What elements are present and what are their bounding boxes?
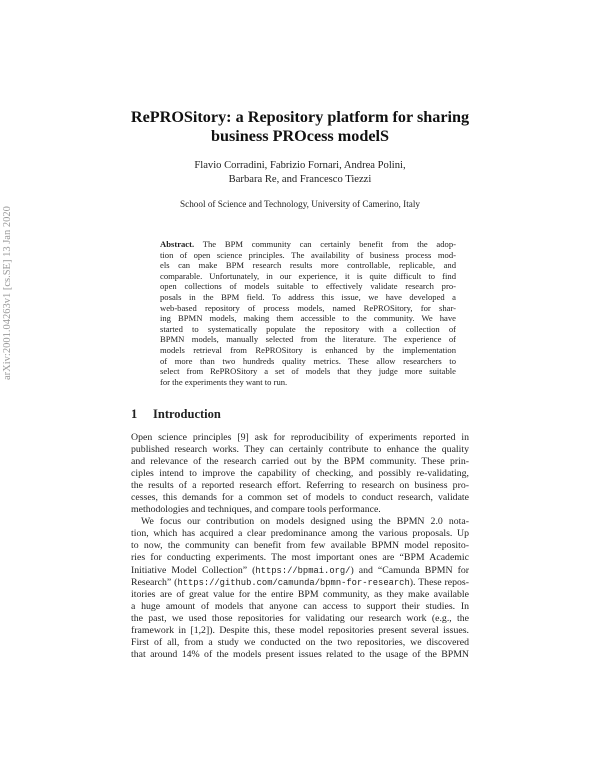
camunda-url: https://github.com/camunda/bpmn-for-research bbox=[177, 577, 410, 588]
body-text-fragment: Research” ( bbox=[131, 576, 178, 588]
body-line: published research works. They can certainly contribute to enhance the quality bbox=[131, 444, 469, 456]
abstract-line: models retrieval from RePROSitory is enhanced by the implementation bbox=[160, 344, 456, 355]
abstract-line: tion of open science principles. The availability of business process mod- bbox=[160, 249, 456, 260]
body-text-fragment: Initiative Model Collection” ( bbox=[131, 564, 256, 576]
abstract-line: open collections of models suitable to effectively validate research pro- bbox=[160, 281, 456, 292]
body-text bbox=[131, 432, 469, 661]
abstract-line: for the experiments they want to run. bbox=[160, 376, 288, 387]
arxiv-identifier-stamp: arXiv:2001.04263v1 [cs.SE] 13 Jan 2020 bbox=[2, 206, 13, 380]
body-text-fragment: ) and “Camunda BPMN for bbox=[350, 564, 470, 576]
body-line: ries for conducting experiments. The most important ones are “BPM Academic bbox=[131, 552, 469, 564]
abstract-line: The BPM community can certainly benefit from the adop- bbox=[202, 239, 456, 249]
body-line: to now, the community can benefit from few available BPMN model reposito- bbox=[131, 540, 469, 552]
paper-title-line-2: business PROcess modelS bbox=[210, 127, 390, 145]
body-line: framework in [1,2]). Despite this, these model repositories present several issues. bbox=[131, 624, 469, 636]
body-line: that around 14% of the models present issues related to the usage of the BPMN bbox=[131, 648, 469, 660]
section-number: 1 bbox=[131, 407, 138, 421]
abstract-line: posals in the BPM field. To address this issue, we have developed a bbox=[160, 291, 456, 302]
bpmai-url: https://bpmai.org/ bbox=[255, 565, 351, 576]
abstract-line: els can make BPM research results more controllable, replicable, and bbox=[160, 260, 456, 271]
body-line: and relevance of the research carried out by the BPM community. These prin- bbox=[131, 456, 469, 468]
section-heading bbox=[131, 407, 221, 422]
author-line-1: Flavio Corradini, Fabrizio Fornari, Andrea Polini, bbox=[194, 160, 406, 171]
body-line bbox=[131, 577, 469, 589]
abstract bbox=[160, 239, 456, 387]
abstract-line: ing BPMN models, making them accessible to the community. We have bbox=[160, 313, 456, 324]
body-line: methodologies and techniques, and compare tools performance. bbox=[131, 504, 381, 516]
author-list bbox=[60, 159, 540, 186]
abstract-line: of more than two hundreds quality metrics. These allow researchers to bbox=[160, 355, 456, 366]
abstract-line: comparable. Unfortunately, in our experience, it is quite difficult to find bbox=[160, 270, 456, 281]
body-line: cesses, this demands for a common set of models to conduct research, validate bbox=[131, 492, 469, 504]
body-line: Open science principles [9] ask for reproducibility of experiments reported in bbox=[131, 432, 469, 443]
body-line: itories are of great value for the entire BPM community, as they make available bbox=[131, 588, 469, 600]
paper-title bbox=[60, 108, 540, 146]
paper-title-line-1: RePROSitory: a Repository platform for sharing bbox=[130, 108, 470, 126]
section-title: Introduction bbox=[153, 407, 221, 421]
body-line: the past, we used those repositories for validating our research work (e.g., the bbox=[131, 612, 469, 624]
body-line bbox=[131, 565, 469, 577]
body-line: tion, which has acquired a clear predominance among the various proposals. Up bbox=[131, 528, 469, 540]
abstract-line: web-based repository of process models, named RePROSitory, for shar- bbox=[160, 302, 456, 313]
abstract-line: started to systematically populate the repository with a collection of bbox=[160, 323, 456, 334]
abstract-line: select from RePROSitory a set of models that they judge more suitable bbox=[160, 366, 456, 377]
body-line: ciples intend to improve the capability of checking, and possibly re-validating, bbox=[131, 468, 469, 480]
body-line: First of all, from a study we conducted on the two repositories, we discovered bbox=[131, 636, 469, 648]
body-text-fragment: ). These repos- bbox=[409, 576, 470, 588]
body-line: a huge amount of models that anyone can access to support their studies. In bbox=[131, 600, 469, 612]
abstract-label: Abstract. bbox=[160, 239, 195, 249]
abstract-line: BPMN models, manually selected from the literature. The experience of bbox=[160, 334, 456, 345]
author-line-2: Barbara Re, and Francesco Tiezzi bbox=[228, 173, 372, 185]
body-line: We focus our contribution on models designed using the BPMN 2.0 nota- bbox=[141, 516, 469, 528]
affiliation: School of Science and Technology, University of Camerino, Italy bbox=[180, 199, 420, 209]
body-line: the results of a reported research effort. Referring to research on business pro- bbox=[131, 480, 469, 492]
